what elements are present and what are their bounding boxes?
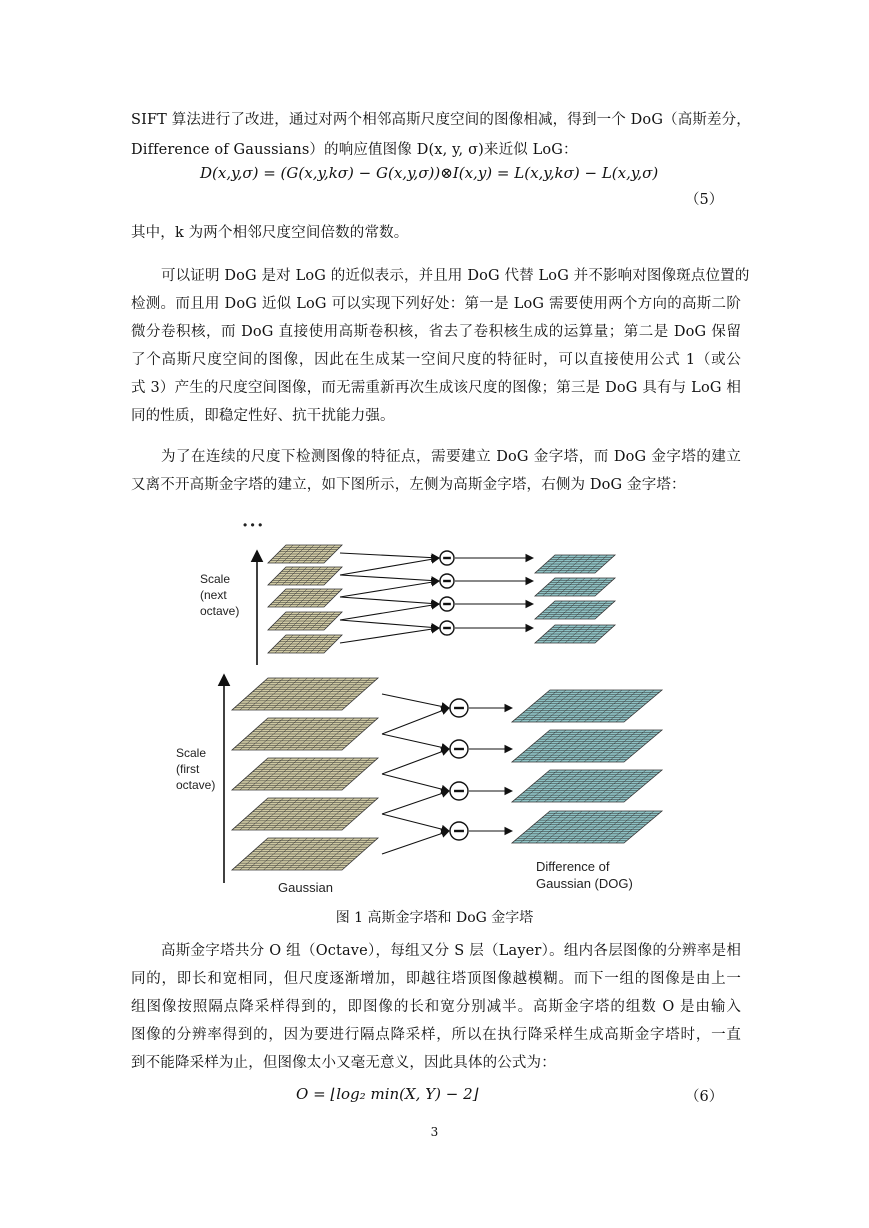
scale-next-label-3: octave)	[200, 604, 240, 618]
gaussian-plane-first	[232, 838, 378, 870]
octave-line-2: 同的，即长和宽相同，但尺度逐渐增加，即越往塔顶图像越模糊。而下一组的图像是由上一	[131, 971, 741, 987]
flow-arrow	[382, 774, 449, 791]
scale-next-label-1: Scale	[200, 572, 231, 586]
equation-6: O = ⌊log₂ min(X, Y) − 2⌋	[296, 1085, 479, 1103]
octave-line-3: 组图像按照隔点降采样得到的，即图像的长和宽分别减半。高斯金字塔的组数 O 是由输入	[131, 999, 741, 1015]
gaussian-plane-next	[268, 635, 342, 653]
flow-arrow	[340, 604, 439, 620]
equation-6-number: （6）	[685, 1089, 724, 1105]
flow-arrow	[340, 628, 439, 643]
subtract-operator	[440, 574, 454, 588]
equation-5: D(x,y,σ) = (G(x,y,kσ) − G(x,y,σ))⊗I(x,y) = L(x,y,kσ) − L(x,y,σ)	[200, 164, 659, 182]
page-number: 3	[430, 1125, 439, 1139]
figure-caption: 图 1 高斯金字塔和 DoG 金字塔	[335, 910, 534, 926]
flow-arrow	[382, 814, 449, 831]
scale-first-label-3: octave)	[176, 778, 216, 792]
dog-line-5: 式 3）产生的尺度空间图像，而无需重新再次生成该尺度的图像；第三是 DoG 具有与 LoG 相	[131, 380, 741, 396]
pyramid-line-1: 为了在连续的尺度下检测图像的特征点，需要建立 DoG 金字塔，而 DoG 金字塔的建立	[161, 449, 741, 465]
gaussian-plane-next	[268, 567, 342, 585]
intro-line-1: SIFT 算法进行了改进，通过对两个相邻高斯尺度空间的图像相减，得到一个 DoG（高斯差分，	[131, 112, 751, 128]
octave-line-5: 到不能降采样为止，但图像太小又毫无意义，因此具体的公式为：	[131, 1055, 556, 1071]
intro-line-2: Difference of Gaussians）的响应值图像 D(x, y, σ)来近似 LoG：	[131, 142, 578, 158]
dog-line-1: 可以证明 DoG 是对 LoG 的近似表示，并且用 DoG 代替 LoG 并不影响对图像斑点位置的	[161, 268, 750, 284]
pyramid-operators	[340, 551, 533, 854]
pyramid-line-2: 又离不开高斯金字塔的建立，如下图所示，左侧为高斯金字塔，右侧为 DoG 金字塔：	[131, 477, 686, 493]
paragraph-k: 其中，k 为两个相邻尺度空间倍数的常数。	[131, 225, 409, 241]
flow-arrow	[340, 620, 439, 628]
dog-plane-first	[512, 690, 662, 722]
flow-arrow	[340, 575, 439, 581]
dog-plane-next	[535, 601, 615, 619]
subtract-operator	[440, 597, 454, 611]
gaussian-plane-next	[268, 545, 342, 563]
octave-line-1: 高斯金字塔共分 O 组（Octave），每组又分 S 层（Layer）。组内各层图像的分辨率是相	[161, 943, 741, 959]
subtract-operator	[450, 740, 468, 758]
pyramid-figure	[160, 515, 720, 900]
gaussian-plane-next	[268, 612, 342, 630]
dog-plane-first	[512, 811, 662, 843]
gaussian-label: Gaussian	[278, 880, 333, 895]
subtract-operator	[440, 551, 454, 565]
gaussian-plane-next	[268, 589, 342, 607]
flow-arrow	[340, 581, 439, 597]
subtract-operator	[440, 621, 454, 635]
gaussian-plane-first	[232, 718, 378, 750]
scale-next-label-2: (next	[200, 588, 227, 602]
dog-line-6: 同的性质，即稳定性好、抗干扰能力强。	[131, 408, 395, 424]
gaussian-plane-first	[232, 758, 378, 790]
subtract-operator	[450, 699, 468, 717]
flow-arrow	[382, 734, 449, 749]
subtract-operator	[450, 822, 468, 840]
flow-arrow	[340, 553, 439, 558]
flow-arrow	[382, 831, 449, 854]
dog-line-2: 检测。而且用 DoG 近似 LoG 可以实现下列好处：第一是 LoG 需要使用两个方向的高斯二阶	[131, 296, 741, 312]
dog-plane-first	[512, 770, 662, 802]
dog-label-2: Gaussian (DOG)	[536, 876, 633, 891]
scale-first-label-2: (first	[176, 762, 200, 776]
dog-plane-next	[535, 555, 615, 573]
flow-arrow	[340, 558, 439, 575]
gaussian-plane-first	[232, 798, 378, 830]
subtract-operator	[450, 782, 468, 800]
dog-plane-first	[512, 730, 662, 762]
dog-label-1: Difference of	[536, 859, 610, 874]
flow-arrow	[340, 597, 439, 604]
dog-plane-next	[535, 578, 615, 596]
flow-arrow	[382, 694, 449, 708]
gaussian-plane-first	[232, 678, 378, 710]
flow-arrow	[382, 749, 449, 774]
figure-ellipsis: • • •	[243, 518, 263, 532]
octave-line-4: 图像的分辨率得到的，因为要进行隔点降采样，所以在执行降采样生成高斯金字塔时，一直	[131, 1027, 741, 1043]
flow-arrow	[382, 708, 449, 734]
equation-5-number: （5）	[685, 192, 724, 208]
dog-line-4: 了个高斯尺度空间的图像，因此在生成某一空间尺度的特征时，可以直接使用公式 1（或公	[131, 352, 741, 368]
dog-line-3: 微分卷积核，而 DoG 直接使用高斯卷积核，省去了卷积核生成的运算量；第二是 DoG 保留	[131, 324, 741, 340]
dog-plane-next	[535, 625, 615, 643]
scale-first-label-1: Scale	[176, 746, 207, 760]
flow-arrow	[382, 791, 449, 814]
